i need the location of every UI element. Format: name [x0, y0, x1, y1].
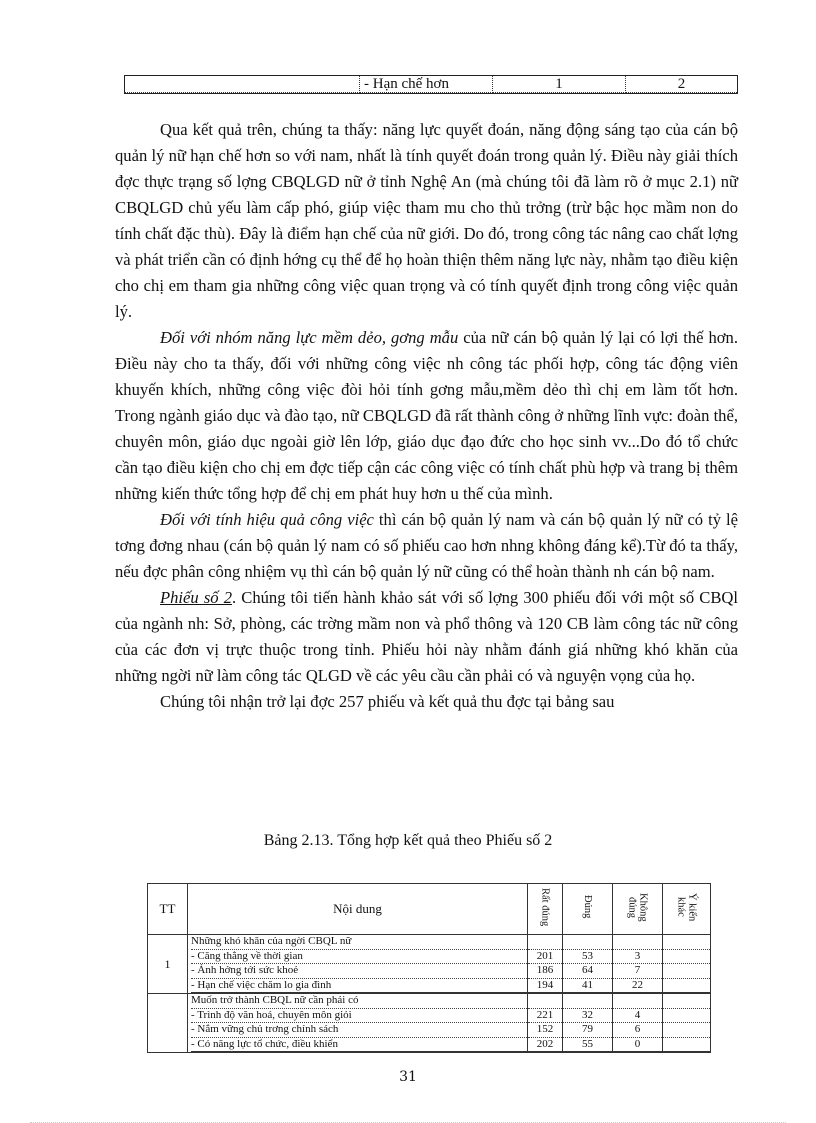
agree-column [563, 935, 613, 994]
underlined-heading: Phiếu số 2 [160, 588, 232, 607]
group-number [148, 994, 188, 1053]
table-row [148, 935, 711, 994]
paragraph-2 [115, 325, 738, 507]
cell-value [663, 950, 710, 965]
cell-value: 41 [563, 979, 612, 994]
top-table-cell-label: - Hạn chế hơn [360, 76, 493, 93]
header-tt: TT [148, 884, 188, 935]
paragraph-1 [115, 117, 738, 325]
cell-value: 202 [528, 1038, 562, 1053]
header-disagree [613, 884, 663, 935]
header-other-label: Ý kiến khác [675, 892, 698, 922]
group-content [188, 935, 528, 994]
header-agree-label: Đúng [582, 895, 593, 919]
group-title: Muốn trở thành CBQL nữ cần phải có [191, 994, 527, 1009]
group-title: Những khó khăn của ngời CBQL nữ [191, 935, 527, 950]
row-label: - Nắm vững chủ trơng chính sách [191, 1023, 527, 1038]
cell-value [663, 979, 710, 994]
cell-value: 7 [613, 964, 662, 979]
body-text [115, 117, 738, 715]
agree-column [563, 994, 613, 1053]
cell-value: 32 [563, 1009, 612, 1024]
row-label: - Ảnh hởng tới sức khoẻ [191, 964, 527, 979]
group-number: 1 [148, 935, 188, 994]
paragraph-4 [115, 585, 738, 689]
paragraph-text: . Chúng tôi tiến hành khảo sát với số lợng 300 phiếu đối với một số CBQl của ngành nh: Sở, phòng, các trờng mầm non và phổ thông và 120 CB làm công tác nữ công của các đơn vị trực thuộc trong tỉnh. Phiếu hỏi này nhằm đánh giá những khó khăn của những ngời nữ làm công tác QLGD về các yêu cầu cần phải có và nguyện vọng của họ. [115, 588, 738, 685]
header-very-agree [528, 884, 563, 935]
other-column [663, 935, 711, 994]
cell-value: 221 [528, 1009, 562, 1024]
cell-value: 6 [613, 1023, 662, 1038]
top-table-cell-value: 1 [493, 76, 626, 93]
header-content: Nội dung [188, 884, 528, 935]
cell-value: 186 [528, 964, 562, 979]
page-number: 31 [399, 1069, 417, 1085]
very-agree-column [528, 935, 563, 994]
header-very-agree-label: Rất đúng [539, 887, 551, 927]
cell-value [663, 964, 710, 979]
row-label: - Hạn chế việc chăm lo gia đình [191, 979, 527, 994]
cell-value: 152 [528, 1023, 562, 1038]
group-content [188, 994, 528, 1053]
row-label: - Trình độ văn hoá, chuyên môn giỏi [191, 1009, 527, 1024]
row-label: - Căng thẳng về thời gian [191, 950, 527, 965]
cell-value: 22 [613, 979, 662, 994]
paragraph-5 [115, 689, 738, 715]
cell-value [663, 1009, 710, 1024]
emphasis-text: Đối với tính hiệu quả công việc [160, 510, 374, 529]
paragraph-text: của nữ cán bộ quản lý lại có lợi thế hơn. Điều này cho ta thấy, đối với những công việc nh công tác phối hợp, công tác động viên khuyến khích, những công việc đòi hỏi tính gơng mẫu,mềm dẻo thì chị em làm tốt hơn. Trong ngành giáo dục và đào tạo, nữ CBQLGD đã rất thành công ở những lĩnh vực: đoàn thể, chuyên môn, giáo dục ngoài giờ lên lớp, giáo dục đạo đức cho học sinh vv...Do đó tổ chức cần tạo điều kiện cho chị em đợc tiếp cận các công việc có tính chất phù hợp và trang bị thêm những kiến thức tổng hợp để chị em phát huy hơn u thế của mình. [115, 328, 738, 503]
very-agree-column [528, 994, 563, 1053]
cell-value: 3 [613, 950, 662, 965]
emphasis-text: Đối với nhóm năng lực mềm dẻo, gơng mẫu [160, 328, 459, 347]
header-disagree-label: Không đúng [626, 892, 649, 922]
top-table-fragment [124, 75, 738, 94]
table-row [148, 994, 711, 1053]
cell-value: 4 [613, 1009, 662, 1024]
table-header-row [148, 884, 711, 935]
row-label: - Có năng lực tổ chức, điều khiển [191, 1038, 527, 1053]
cell-value: 0 [613, 1038, 662, 1053]
header-agree [563, 884, 613, 935]
cell-value: 194 [528, 979, 562, 994]
cell-value: 53 [563, 950, 612, 965]
table-caption: Bảng 2.13. Tổng hợp kết quả theo Phiếu số 2 [263, 832, 553, 849]
cell-value: 55 [563, 1038, 612, 1053]
paragraph-text: thì cán bộ quản lý nam và cán bộ quản lý nữ có tỷ lệ tơng đơng nhau (cán bộ quản lý nam có số phiếu cao hơn nhng không đáng kể).Từ đó ta thấy, nếu đợc phân công nhiệm vụ thì cán bộ quản lý nữ cũng có thể hoàn thành nh cán bộ nam. [115, 510, 738, 581]
disagree-column [613, 994, 663, 1053]
cell-value: 79 [563, 1023, 612, 1038]
top-table-cell-value: 2 [626, 76, 737, 93]
other-column [663, 994, 711, 1053]
cell-value: 64 [563, 964, 612, 979]
survey-table [147, 883, 711, 1053]
paragraph-text: Qua kết quả trên, chúng ta thấy: năng lực quyết đoán, năng động sáng tạo của cán bộ quản lý nữ hạn chế hơn so với nam, nhất là tính quyết đoán trong quản lý. Điều này giải thích đợc thực trạng số lợng CBQLGD nữ ở tỉnh Nghệ An (mà chúng tôi đã làm rõ ở mục 2.1) nữ CBQLGD chủ yếu làm cấp phó, giúp việc tham mu cho thủ trởng (trừ bậc học mầm non do tính chất đặc thù). Đây là điểm hạn chế của nữ giới. Do đó, trong công tác nâng cao chất lợng và phát triển cần có định hớng cụ thể để họ hoàn thiện thêm năng lực này, nhằm tạo điều kiện cho chị em tham gia những công việc quan trọng và có tính quyết định trong công việc quản lý. [115, 120, 738, 321]
paragraph-3 [115, 507, 738, 585]
disagree-column [613, 935, 663, 994]
header-other [663, 884, 711, 935]
top-table-cell-empty [125, 76, 360, 93]
paragraph-text: Chúng tôi nhận trở lại đợc 257 phiếu và kết quả thu đợc tại bảng sau [160, 692, 615, 711]
cell-value [663, 1023, 710, 1038]
cell-value: 201 [528, 950, 562, 965]
cell-value [663, 1038, 710, 1053]
